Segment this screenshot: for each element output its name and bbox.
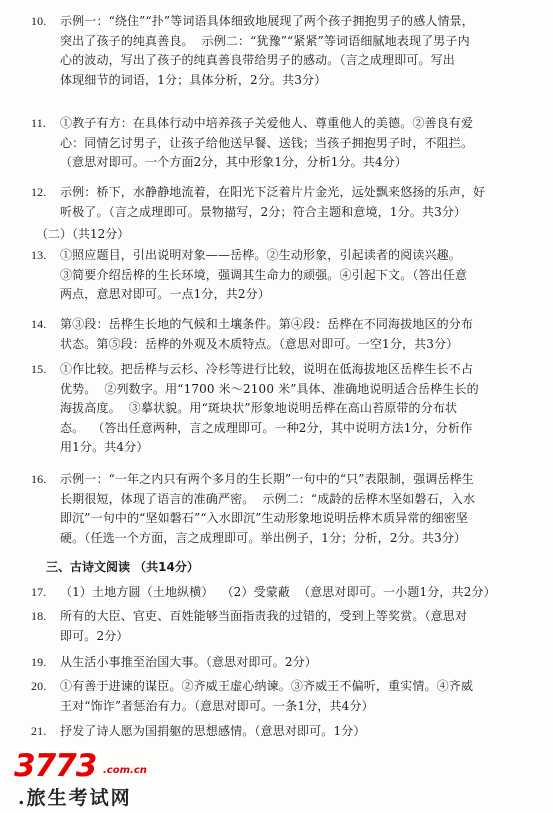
item-text: 所有的大臣、官吏、百姓能够当面指责我的过错的，受到上等奖赏。（意思对 即可。2分） [60, 609, 468, 643]
section-heading: 三、古诗文阅读 （共14分） [46, 560, 199, 574]
item-number: 10. [31, 14, 47, 28]
answer-item-14 [31, 315, 530, 354]
answer-item-21 [31, 722, 530, 742]
answer-item-16 [31, 470, 530, 548]
item-text: 第③段：岳桦生长地的气候和土壤条件。第④段：岳桦在不同海拔地区的分布 状态。第⑤段：岳桦的外观及木质特点。（意思对即可。一空1分，共3分） [60, 317, 474, 351]
answer-item-11 [31, 114, 530, 173]
item-number: 21. [31, 724, 47, 738]
item-text: 示例：桥下，水静静地流着，在阳光下泛着片片金光，远处飘来悠扬的乐声，好 听极了。（言之成理即可。景物描写，2分；符合主题和意境，1分。共3分） [60, 185, 486, 219]
item-number: 11. [31, 116, 47, 130]
item-text: ①教子有方：在具体行动中培养孩子关爱他人、尊重他人的美德。②善良有爱 心：同情乞讨男子，让孩子给他送早餐、送钱；当孩子拥抱男子时，不阻拦。 （意思对即可。一个方面2分，其中形象1分，分析1分。共4分） [60, 116, 474, 170]
answer-item-18 [31, 607, 530, 646]
item-text: ①作比较。把岳桦与云杉、冷杉等进行比较，说明在低海拔地区岳桦生长不占 优势。 ②列数字。用“1700 米～2100 米”具体、准确地说明适合岳桦生长的 海拔高度。 ③摹状貌。用“斑块状”形象地说明岳桦在高山苔原带的分布状 态。 （答出任意两种，言之成理即可。一种2分，其中说明方法1分，分析作 用1分。共4分） [60, 362, 479, 455]
watermark-domain: .com.cn [103, 765, 147, 776]
answer-item-17 [31, 583, 530, 603]
item-text: ①照应题目，引出说明对象——岳桦。②生动形象，引起读者的阅读兴趣。 ③简要介绍岳桦的生长环境，强调其生命力的顽强。④引起下文。（答出任意 两点，意思对即可。一点1分，共2分） [60, 248, 468, 302]
answer-item-19 [31, 653, 530, 673]
item-text: 从生活小事推至治国大事。（意思对即可。2分） [60, 655, 317, 669]
answer-item-20 [31, 677, 530, 716]
item-number: 19. [31, 655, 47, 669]
item-text: ①有善于进谏的谋臣。②齐威王虚心纳谏。③齐威王不偏听，重实情。④齐威 王对“饰诈”者惩治有力。（意思对即可。一条1分，共4分） [60, 679, 474, 713]
answer-item-13 [31, 246, 530, 305]
item-text: 示例一：“一年之内只有两个多月的生长期”一句中的“只”表限制，强调岳桦生 长期很短，体现了语言的准确严密。 示例二：“成龄的岳桦木坚如磐石，入水 即沉”一句中的“坚如磐石”“入水即沉”生动形象地说明岳桦木质异常的细密坚 硬。（任选一个方面，言之成理即可。举出例子，1分；分析，2分。共3分） [60, 472, 476, 545]
answer-item-12 [31, 183, 530, 222]
item-text: （1）土地方圆（土地纵横） （2）受蒙蔽 （意思对即可。一小题1分，共2分） [60, 585, 496, 599]
item-text: 抒发了诗人愿为国捐躯的思想感情。（意思对即可。1分） [60, 724, 366, 738]
answer-item-10 [31, 12, 530, 90]
item-number: 20. [31, 679, 47, 693]
subsection-heading: （二）（共12分） [36, 227, 130, 241]
item-number: 13. [31, 248, 47, 262]
item-number: 12. [31, 185, 47, 199]
item-number: 16. [31, 472, 47, 486]
item-number: 18. [31, 609, 47, 623]
item-number: 14. [31, 317, 47, 331]
item-text: 示例一：“绕住”“扑”等词语具体细致地展现了两个孩子拥抱男子的感人情景， 突出了孩子的纯真善良。 示例二：“犹豫”“紧紧”等词语细腻地表现了男子内 心的波动，写出了孩子的纯真善良带给男子的感动。（言之成理即可。写出 体现细节的词语，1分；具体分析，2分。共3分） [60, 14, 474, 87]
item-number: 15. [31, 362, 47, 376]
item-number: 17. [31, 585, 47, 599]
watermark-logo: 3773 [14, 748, 97, 784]
answer-item-15 [31, 360, 530, 458]
watermark-tagline: .旅生考试网 [18, 787, 132, 809]
